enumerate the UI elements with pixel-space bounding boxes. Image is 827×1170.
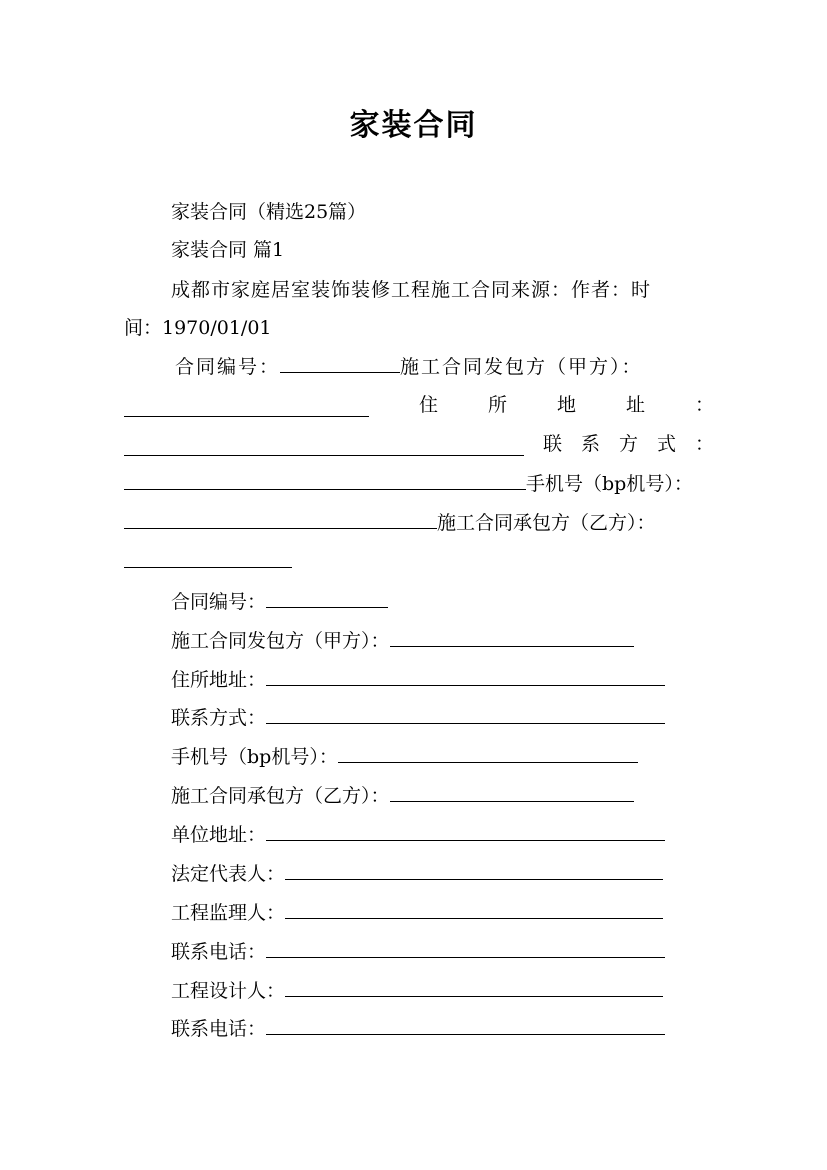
field-contractor-blank [390, 783, 634, 802]
field-legal-rep [171, 861, 663, 886]
field-employer-label: 施工合同发包方（甲方）： [171, 630, 390, 652]
header-contact-blank [124, 471, 526, 490]
address-char: 地 [556, 394, 576, 416]
field-phone-1-label: 联系电话： [171, 941, 267, 963]
address-char: 址 [625, 394, 645, 416]
field-supervisor-label: 工程监理人： [171, 902, 286, 924]
address-char: ： [694, 394, 714, 416]
source-line-1: 成都市家庭居室装饰装修工程施工合同来源：作者：时 [171, 279, 652, 301]
field-legal-rep-blank [285, 861, 663, 880]
header-contractor-blank-row [124, 549, 292, 574]
subtitle: 家装合同（精选25篇） [171, 201, 367, 223]
field-unit-address [171, 822, 665, 847]
header-address-row [124, 393, 714, 417]
header-employer-label: 施工合同发包方（甲方）： [400, 356, 643, 378]
field-contact-label: 联系方式： [171, 707, 267, 729]
field-address-blank [266, 667, 665, 686]
field-phone-1-blank [266, 939, 665, 958]
header-contractor-label: 施工合同承包方（乙方）： [437, 512, 656, 534]
field-mobile [171, 744, 638, 769]
header-contact-row [124, 432, 714, 456]
field-contract-no-blank [266, 589, 388, 608]
address-char: 住 [418, 394, 438, 416]
contact-char: 系 [580, 433, 600, 455]
contact-char: ： [694, 433, 714, 455]
field-designer-blank [285, 978, 663, 997]
header-contract-no-row [175, 354, 643, 379]
page-title: 家装合同 [349, 108, 478, 143]
field-contract-no [171, 589, 388, 614]
header-address-blank [124, 437, 524, 456]
field-contractor-label: 施工合同承包方（乙方）： [171, 785, 390, 807]
header-mobile-row [124, 471, 693, 496]
header-mobile-blank [124, 510, 437, 529]
header-contract-no-label: 合同编号： [175, 356, 281, 378]
header-contract-no-blank [280, 354, 400, 373]
field-phone-2-label: 联系电话： [171, 1018, 267, 1040]
header-contractor-row [124, 510, 656, 535]
field-phone-2-blank [266, 1016, 665, 1035]
field-address [171, 667, 665, 692]
field-contractor [171, 783, 634, 808]
field-designer [171, 978, 663, 1003]
field-contact-blank [266, 705, 665, 724]
field-unit-address-blank [266, 822, 665, 841]
field-mobile-blank [338, 744, 638, 763]
header-contractor-blank [124, 549, 292, 568]
field-supervisor [171, 900, 663, 925]
contact-char: 联 [542, 433, 562, 455]
field-legal-rep-label: 法定代表人： [171, 863, 286, 885]
header-employer-blank [124, 398, 369, 417]
field-mobile-label: 手机号（bp机号）： [171, 746, 338, 768]
field-phone-1 [171, 939, 665, 964]
field-designer-label: 工程设计人： [171, 980, 286, 1002]
field-supervisor-blank [285, 900, 663, 919]
field-contact [171, 705, 665, 730]
address-char: 所 [487, 394, 507, 416]
contact-char: 式 [656, 433, 676, 455]
source-line-2: 间：1970/01/01 [124, 317, 272, 339]
field-unit-address-label: 单位地址： [171, 824, 267, 846]
field-contract-no-label: 合同编号： [171, 591, 267, 613]
contact-char: 方 [618, 433, 638, 455]
field-employer [171, 628, 634, 653]
field-address-label: 住所地址： [171, 669, 267, 691]
header-mobile-label: 手机号（bp机号）： [526, 473, 693, 495]
field-phone-2 [171, 1016, 665, 1041]
section-heading: 家装合同 篇1 [171, 239, 285, 261]
field-employer-blank [390, 628, 634, 647]
